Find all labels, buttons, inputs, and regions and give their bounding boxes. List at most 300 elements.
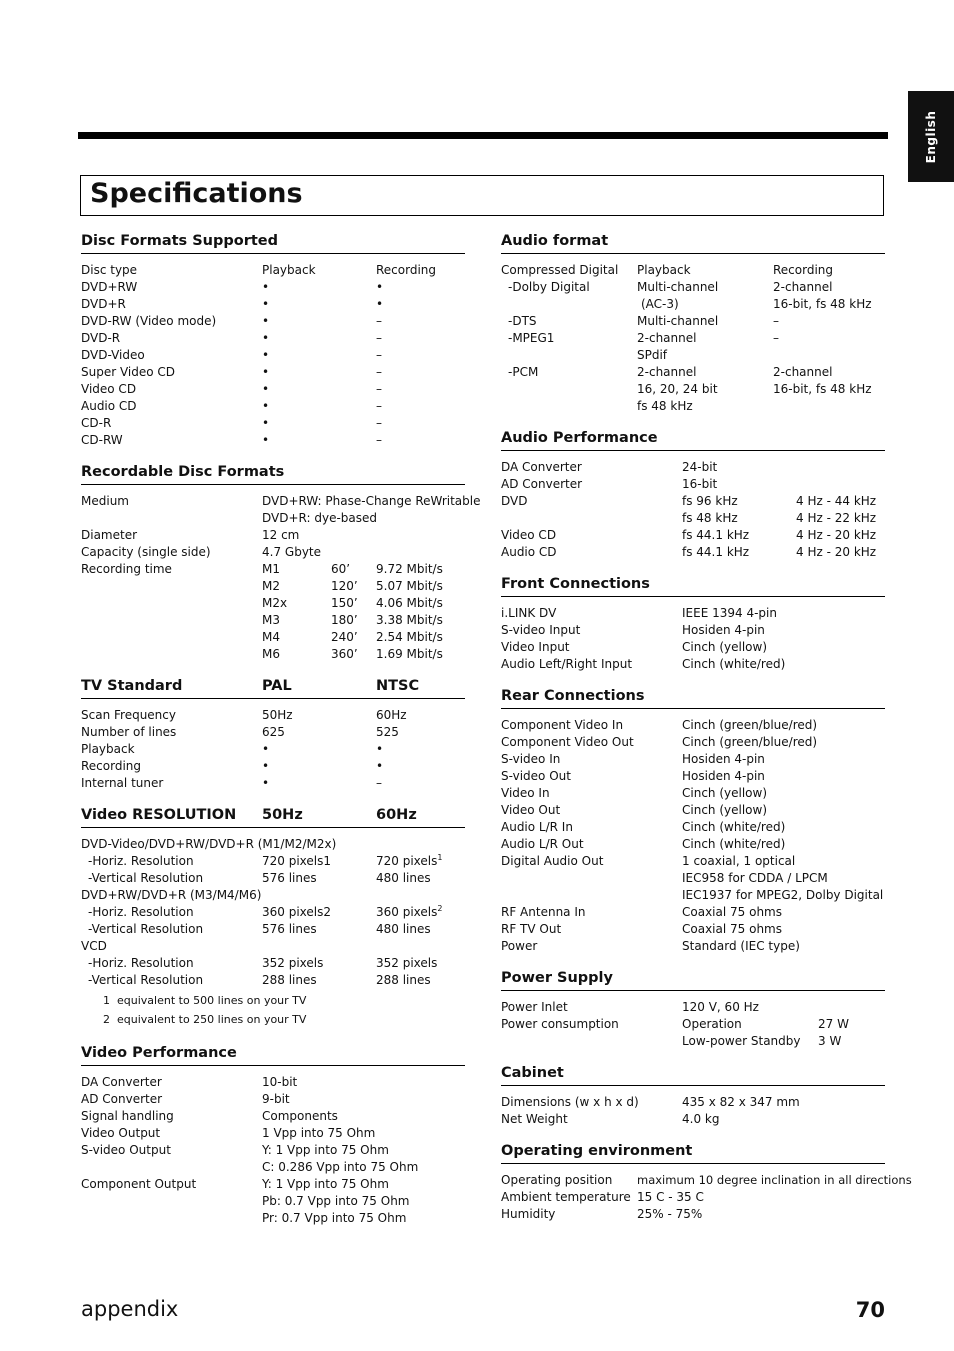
cell: 240’ — [331, 630, 358, 644]
spec-row — [501, 904, 885, 921]
spec-section — [501, 233, 885, 415]
cell: (AC-3) — [641, 297, 679, 311]
spec-section — [501, 430, 885, 561]
cell: • — [262, 331, 270, 345]
cell: 2.54 Mbit/s — [376, 630, 443, 644]
cell: 352 pixels — [262, 956, 324, 970]
spec-row — [501, 1033, 885, 1050]
spec-row — [81, 527, 465, 544]
cell: 4 Hz - 20 kHz — [796, 545, 877, 559]
cell: 120’ — [331, 579, 358, 593]
cell: NTSC — [376, 678, 420, 694]
cell: RF Antenna In — [501, 905, 586, 919]
cell: Pr: 0.7 Vpp into 75 Ohm — [262, 1211, 407, 1225]
cell: Audio Left/Right Input — [501, 657, 633, 671]
cell: Components — [262, 1109, 338, 1123]
cell: DVD+RW: Phase-Change ReWritable — [262, 494, 481, 508]
spec-row — [81, 1091, 465, 1108]
cell: • — [376, 759, 384, 773]
cell: 525 — [376, 725, 399, 739]
spec-row — [81, 646, 465, 663]
spec-row — [501, 921, 885, 938]
spec-row — [501, 717, 885, 734]
cell: Digital Audio Out — [501, 854, 604, 868]
cell: 2-channel — [637, 365, 697, 379]
cell: • — [262, 314, 270, 328]
cell: Dimensions (w x h x d) — [501, 1095, 639, 1109]
cell: 480 lines — [376, 922, 431, 936]
cell: Component Video In — [501, 718, 624, 732]
cell: – — [376, 331, 382, 345]
cell: • — [376, 280, 384, 294]
page-title: Specifications — [90, 178, 303, 209]
spec-section — [501, 688, 885, 955]
cell: – — [376, 776, 382, 790]
cell: 16-bit, fs 48 kHz — [773, 382, 872, 396]
cell: Video CD — [81, 382, 137, 396]
cell: – — [773, 331, 779, 345]
spec-row — [81, 262, 465, 279]
cell: CD-R — [81, 416, 112, 430]
spec-rows — [501, 459, 885, 561]
cell: AD Converter — [81, 1092, 163, 1106]
cell: Coaxial 75 ohms — [682, 905, 782, 919]
cell: Scan Frequency — [81, 708, 176, 722]
cell: -Vertical Resolution — [88, 922, 204, 936]
spec-rows — [81, 836, 465, 989]
cell: 15 C - 35 C — [637, 1190, 704, 1204]
cell: 50Hz — [262, 807, 303, 823]
cell: Playback — [262, 263, 316, 277]
cell: Cinch (green/blue/red) — [682, 718, 818, 732]
spec-row — [501, 1189, 885, 1206]
spec-row — [81, 1142, 465, 1159]
spec-rows — [501, 1094, 885, 1128]
cell: Component Output — [81, 1177, 197, 1191]
cell: SPdif — [637, 348, 668, 362]
cell: Disc type — [81, 263, 138, 277]
cell: VCD — [81, 939, 107, 953]
cell: -Dolby Digital — [508, 280, 590, 294]
cell: Diameter — [81, 528, 138, 542]
spec-row — [81, 972, 465, 989]
section-header — [501, 688, 885, 709]
cell: 2-channel — [773, 365, 833, 379]
spec-row — [81, 1108, 465, 1125]
spec-rows — [81, 1074, 465, 1227]
spec-row — [501, 330, 885, 347]
cell: 720 pixels$^1$ — [376, 853, 443, 868]
section-header — [501, 970, 885, 991]
cell: 4 Hz - 20 kHz — [796, 528, 877, 542]
spec-section — [501, 1143, 912, 1223]
spec-row — [81, 629, 465, 646]
cell: M2 — [262, 579, 280, 593]
spec-row — [81, 544, 465, 561]
cell: i.LINK DV — [501, 606, 557, 620]
spec-row — [501, 381, 885, 398]
cell: S-video Out — [501, 769, 571, 783]
section-header — [81, 678, 465, 699]
cell: C: 0.286 Vpp into 75 Ohm — [262, 1160, 419, 1174]
spec-row — [81, 313, 465, 330]
cell: Cinch (green/blue/red) — [682, 735, 818, 749]
spec-row — [501, 544, 885, 561]
cell: AD Converter — [501, 477, 583, 491]
cell: S-video Input — [501, 623, 581, 637]
cell: DVD — [501, 494, 528, 508]
cell: DVD-R — [81, 331, 121, 345]
cell: Pb: 0.7 Vpp into 75 Ohm — [262, 1194, 410, 1208]
spec-row — [81, 415, 465, 432]
cell: DVD+RW — [81, 280, 138, 294]
cell: • — [262, 348, 270, 362]
cell: -Horiz. Resolution — [88, 854, 194, 868]
spec-row — [81, 724, 465, 741]
cell: Cinch (yellow) — [682, 786, 768, 800]
section-header — [81, 807, 465, 828]
cell: 150’ — [331, 596, 358, 610]
cell: • — [262, 433, 270, 447]
section-header — [501, 1143, 885, 1164]
cell: -Vertical Resolution — [88, 871, 204, 885]
spec-row — [501, 836, 885, 853]
cell: 1 — [103, 994, 110, 1007]
cell: 352 pixels — [376, 956, 438, 970]
cell: Standard (IEC type) — [682, 939, 800, 953]
cell: 2 — [103, 1013, 110, 1026]
cell: fs 44.1 kHz — [682, 545, 750, 559]
top-rule — [78, 132, 888, 139]
footer-section: appendix — [81, 1297, 179, 1321]
cell: 180’ — [331, 613, 358, 627]
cell: 576 lines — [262, 871, 317, 885]
spec-row — [501, 751, 885, 768]
cell: 288 lines — [262, 973, 317, 987]
cell: 50Hz — [262, 708, 293, 722]
spec-row — [81, 741, 465, 758]
spec-row — [501, 1111, 885, 1128]
spec-row — [501, 768, 885, 785]
cell: Number of lines — [81, 725, 177, 739]
cell: Power Supply — [501, 970, 613, 986]
spec-row — [81, 836, 465, 853]
cell: Front Connections — [501, 576, 650, 592]
cell: maximum 10 degree inclination in all directions — [637, 1173, 912, 1187]
spec-row — [81, 1193, 465, 1210]
cell: • — [376, 742, 384, 756]
cell: DVD+R — [81, 297, 126, 311]
cell: -Horiz. Resolution — [88, 956, 194, 970]
cell: Signal handling — [81, 1109, 174, 1123]
cell: Recording — [773, 263, 834, 277]
cell: fs 44.1 kHz — [682, 528, 750, 542]
cell: DVD+R: dye-based — [262, 511, 378, 525]
cell: 435 x 82 x 347 mm — [682, 1095, 800, 1109]
cell: Cinch (yellow) — [682, 803, 768, 817]
spec-row — [81, 510, 465, 527]
spec-row — [501, 1206, 885, 1223]
cell: DVD-Video/DVD+RW/DVD+R (M1/M2/M2x) — [81, 837, 337, 851]
right-column — [501, 233, 912, 1238]
cell: Disc Formats Supported — [81, 233, 278, 249]
cell: S-video Output — [81, 1143, 171, 1157]
cell: 9-bit — [262, 1092, 290, 1106]
spec-row — [81, 938, 465, 955]
spec-section — [81, 678, 465, 792]
section-header — [501, 576, 885, 597]
language-tab — [908, 91, 954, 182]
title-box — [80, 175, 884, 216]
cell: Video Output — [81, 1126, 161, 1140]
cell: 2-channel — [773, 280, 833, 294]
spec-section — [501, 970, 885, 1050]
cell: Recording time — [81, 562, 172, 576]
spec-row — [81, 853, 465, 870]
cell: 625 — [262, 725, 285, 739]
cell: • — [262, 297, 270, 311]
spec-section — [81, 807, 465, 1030]
cell: Audio CD — [81, 399, 137, 413]
spec-rows — [81, 262, 465, 449]
spec-row — [81, 775, 465, 792]
section-header — [501, 1065, 885, 1086]
cell: Capacity (single side) — [81, 545, 211, 559]
cell: -PCM — [508, 365, 539, 379]
spec-row — [501, 1172, 912, 1189]
spec-rows — [81, 493, 481, 663]
cell: – — [376, 382, 382, 396]
cell: 24-bit — [682, 460, 718, 474]
spec-row — [81, 870, 465, 887]
cell: 25% - 75% — [637, 1207, 703, 1221]
cell: 60Hz — [376, 708, 407, 722]
spec-row — [81, 561, 465, 578]
cell: 5.07 Mbit/s — [376, 579, 443, 593]
cell: Video In — [501, 786, 550, 800]
cell: Audio Performance — [501, 430, 658, 446]
cell: IEEE 1394 4-pin — [682, 606, 777, 620]
cell: 1.69 Mbit/s — [376, 647, 443, 661]
spec-row — [501, 785, 885, 802]
cell: Hosiden 4-pin — [682, 769, 765, 783]
page-number: 70 — [855, 1298, 885, 1322]
cell: Cinch (white/red) — [682, 820, 786, 834]
footnote — [81, 1011, 465, 1030]
cell: Hosiden 4-pin — [682, 752, 765, 766]
spec-section — [501, 1065, 885, 1128]
spec-row — [501, 802, 885, 819]
cell: DA Converter — [501, 460, 582, 474]
cell: 480 lines — [376, 871, 431, 885]
cell: Audio L/R In — [501, 820, 573, 834]
cell: 4 Hz - 22 kHz — [796, 511, 877, 525]
cell: Video Input — [501, 640, 570, 654]
spec-rows — [501, 262, 885, 415]
cell: 2-channel — [637, 331, 697, 345]
cell: • — [262, 382, 270, 396]
cell: 16-bit — [682, 477, 718, 491]
spec-row — [501, 938, 885, 955]
left-column — [81, 233, 481, 1242]
spec-row — [81, 887, 465, 904]
cell: Cinch (yellow) — [682, 640, 768, 654]
cell: Rear Connections — [501, 688, 645, 704]
spec-row — [501, 459, 885, 476]
spec-row — [81, 381, 465, 398]
cell: Net Weight — [501, 1112, 568, 1126]
cell: • — [262, 399, 270, 413]
cell: 4 Hz - 44 kHz — [796, 494, 877, 508]
cell: 1 coaxial, 1 optical — [682, 854, 796, 868]
cell: Component Video Out — [501, 735, 634, 749]
section-header — [501, 233, 885, 254]
spec-row — [81, 578, 465, 595]
spec-row — [501, 527, 885, 544]
cell: fs 48 kHz — [637, 399, 693, 413]
cell: 9.72 Mbit/s — [376, 562, 443, 576]
cell: DA Converter — [81, 1075, 162, 1089]
cell: CD-RW — [81, 433, 123, 447]
cell: Super Video CD — [81, 365, 176, 379]
spec-rows — [501, 999, 885, 1050]
cell: 360’ — [331, 647, 358, 661]
cell: – — [773, 314, 779, 328]
cell: – — [376, 314, 382, 328]
cell: 60Hz — [376, 807, 417, 823]
cell: M3 — [262, 613, 280, 627]
cell: Cinch (white/red) — [682, 837, 786, 851]
spec-rows — [501, 1172, 912, 1223]
cell: 3 W — [818, 1034, 842, 1048]
cell: Audio L/R Out — [501, 837, 584, 851]
language-tab-label: English — [924, 110, 938, 163]
cell: M6 — [262, 647, 280, 661]
cell: Coaxial 75 ohms — [682, 922, 782, 936]
cell: Recording — [376, 263, 437, 277]
cell: • — [262, 416, 270, 430]
cell: IEC958 for CDDA / LPCM — [682, 871, 828, 885]
cell: fs 48 kHz — [682, 511, 738, 525]
spec-row — [501, 622, 885, 639]
cell: Operation — [682, 1017, 742, 1031]
cell: Video CD — [501, 528, 557, 542]
cell: Operating environment — [501, 1143, 693, 1159]
spec-section — [81, 233, 465, 449]
cell: M2x — [262, 596, 288, 610]
spec-row — [81, 1210, 465, 1227]
cell: Internal tuner — [81, 776, 164, 790]
spec-section — [501, 576, 885, 673]
cell: – — [376, 365, 382, 379]
cell: M1 — [262, 562, 280, 576]
cell: Y: 1 Vpp into 75 Ohm — [262, 1143, 389, 1157]
cell: Ambient temperature — [501, 1190, 631, 1204]
spec-row — [81, 758, 465, 775]
spec-row — [501, 734, 885, 751]
section-header — [501, 430, 885, 451]
cell: -Vertical Resolution — [88, 973, 204, 987]
cell: • — [262, 759, 270, 773]
spec-row — [501, 262, 885, 279]
spec-row — [501, 656, 885, 673]
cell: Video Performance — [81, 1045, 237, 1061]
cell: Audio CD — [501, 545, 557, 559]
cell: 576 lines — [262, 922, 317, 936]
spec-section — [81, 464, 481, 663]
cell: equivalent to 500 lines on your TV — [117, 994, 307, 1007]
cell: 3.38 Mbit/s — [376, 613, 443, 627]
section-header — [81, 233, 465, 254]
cell: Video Out — [501, 803, 561, 817]
cell: • — [262, 280, 270, 294]
spec-row — [81, 955, 465, 972]
spec-section — [81, 1045, 465, 1227]
cell: -DTS — [508, 314, 537, 328]
spec-row — [81, 330, 465, 347]
cell: • — [262, 365, 270, 379]
cell: Power — [501, 939, 538, 953]
spec-rows — [501, 717, 885, 955]
spec-rows — [501, 605, 885, 673]
cell: Audio format — [501, 233, 609, 249]
cell: 1 Vpp into 75 Ohm — [262, 1126, 376, 1140]
spec-row — [81, 612, 465, 629]
spec-row — [81, 364, 465, 381]
cell: Hosiden 4-pin — [682, 623, 765, 637]
spec-row — [81, 1074, 465, 1091]
section-header — [81, 464, 465, 485]
spec-row — [81, 1125, 465, 1142]
spec-row — [81, 921, 465, 938]
cell: -Horiz. Resolution — [88, 905, 194, 919]
cell: 360 pixels$^2$ — [376, 904, 443, 919]
cell: 120 V, 60 Hz — [682, 1000, 759, 1014]
cell: Medium — [81, 494, 129, 508]
spec-row — [501, 510, 885, 527]
spec-row — [501, 279, 885, 296]
cell: DVD+RW/DVD+R (M3/M4/M6) — [81, 888, 262, 902]
footnote-marker: 2 — [437, 904, 443, 913]
spec-rows — [81, 707, 465, 792]
cell: Humidity — [501, 1207, 556, 1221]
cell: Recording — [81, 759, 142, 773]
cell: M4 — [262, 630, 280, 644]
cell: 4.7 Gbyte — [262, 545, 322, 559]
cell: Low-power Standby — [682, 1034, 801, 1048]
cell: • — [376, 297, 384, 311]
cell: RF TV Out — [501, 922, 562, 936]
section-header — [81, 1045, 465, 1066]
spec-row — [501, 398, 885, 415]
spec-row — [501, 347, 885, 364]
cell: Compressed Digital — [501, 263, 619, 277]
spec-row — [501, 605, 885, 622]
spec-row — [81, 1176, 465, 1193]
cell: Operating position — [501, 1173, 613, 1187]
cell: IEC1937 for MPEG2, Dolby Digital — [682, 888, 884, 902]
spec-row — [501, 476, 885, 493]
spec-row — [81, 595, 465, 612]
spec-row — [81, 1159, 465, 1176]
cell: 16, 20, 24 bit — [637, 382, 718, 396]
cell: 12 cm — [262, 528, 300, 542]
spec-row — [81, 493, 481, 510]
footnotes — [81, 992, 465, 1030]
cell: 720 pixels1 — [262, 854, 332, 868]
cell: 4.0 kg — [682, 1112, 720, 1126]
cell: Multi-channel — [637, 280, 719, 294]
